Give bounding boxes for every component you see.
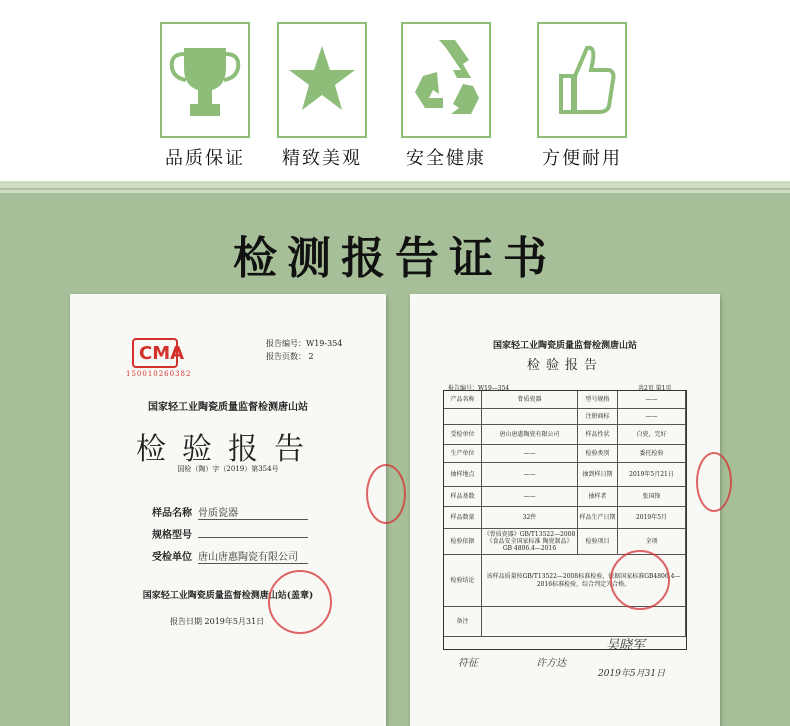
sample-name-row: 样品名称 骨质瓷器 (152, 504, 308, 520)
table-cell: 受检单位 (444, 425, 482, 444)
table-cell (444, 409, 482, 424)
table-cell: 样品数量 (444, 507, 482, 528)
official-seal (696, 452, 732, 512)
recycle-icon (401, 22, 491, 138)
table-cell: 注册商标 (578, 409, 618, 424)
table-cell: 检验项目 (578, 529, 618, 554)
table-cell: 抽样者 (578, 487, 618, 506)
table-cell: —— (482, 463, 578, 486)
table-row (444, 391, 686, 409)
table-cell: 32件 (482, 507, 578, 528)
inspection-table (443, 390, 687, 650)
report-number: 报告编号：W19-354 (266, 339, 343, 348)
table-row (444, 425, 686, 445)
report-footer: 国家轻工业陶瓷质量监督检测唐山站(盖章) (142, 591, 314, 601)
report-detail (410, 294, 720, 726)
table-cell: 产品名称 (444, 391, 482, 408)
official-seal (610, 550, 670, 610)
table-cell: 委托检验 (618, 445, 686, 462)
feature-quality (145, 22, 265, 170)
table-cell (482, 607, 686, 636)
trophy-icon (160, 22, 250, 138)
official-seal (268, 570, 332, 634)
section-title: 检测报告证书 (233, 233, 557, 284)
institute-name: 国家轻工业陶瓷质量监督检测唐山站 (148, 402, 308, 413)
table-cell: 备注 (444, 607, 482, 636)
table-cell: 检验依据 (444, 529, 482, 554)
report-heading: 检验报告 (136, 432, 320, 467)
table-cell: 2019年5月21日 (618, 463, 686, 486)
feature-durable (522, 22, 642, 170)
official-seal (366, 464, 406, 524)
feature-label: 品质保证 (165, 148, 245, 169)
thumbs-up-icon (537, 22, 627, 138)
table-cell: 型号规格 (578, 391, 618, 408)
report-cover (70, 294, 386, 726)
table-cell: 骨质瓷器 (482, 391, 578, 408)
feature-label: 安全健康 (406, 148, 486, 169)
cma-logo: CMA (132, 338, 178, 368)
client-row: 受检单位 唐山唐惠陶瓷有限公司 (152, 548, 308, 564)
table-cell: 2019年5月 (618, 507, 686, 528)
table-cell: 生产单位 (444, 445, 482, 462)
signature: 吴晓军 (606, 638, 646, 653)
star-icon (277, 22, 367, 138)
table-row (444, 607, 686, 637)
table-cell: 该样品质量按GB/T13522—2008标准检验，依据国家标准GB4806.4—2016标准检验，综合判定为合格。 (482, 555, 686, 606)
table-cell: 《骨质瓷器》GB/T13522—2008 《食品安全国家标准 陶瓷制品》GB 4806.4—2016 (482, 529, 578, 554)
page-indicator: 共2页 第1页 (638, 385, 672, 392)
table-cell: 检验类别 (578, 445, 618, 462)
divider-line (0, 188, 790, 190)
table-cell: 检验结论 (444, 555, 482, 606)
table-cell: 全项 (618, 529, 686, 554)
table-cell: 样品基数 (444, 487, 482, 506)
feature-safety (386, 22, 506, 170)
cma-number: 150010260382 (126, 370, 192, 378)
document-number: 国检（陶）字（2019）第354号 (177, 465, 279, 473)
table-row (444, 463, 686, 487)
table-cell: 张国锋 (618, 487, 686, 506)
divider-band (0, 181, 790, 193)
feature-label: 方便耐用 (542, 148, 622, 169)
report-heading: 检验报告 (526, 358, 603, 373)
table-cell: —— (618, 409, 686, 424)
table-row (444, 445, 686, 463)
table-cell: 唐山唐惠陶瓷有限公司 (482, 425, 578, 444)
table-row (444, 487, 686, 507)
table-cell: —— (482, 445, 578, 462)
signature: 符征 (458, 658, 478, 669)
report-number: 报告编号：W19—354 (448, 385, 510, 392)
report-date: 报告日期 2019年5月31日 (170, 617, 265, 626)
table-cell (482, 409, 578, 424)
feature-section (0, 0, 790, 181)
table-cell: 白瓷，完好 (618, 425, 686, 444)
table-cell: 抽到样日期 (578, 463, 618, 486)
feature-label: 精致美观 (282, 148, 362, 169)
table-cell: —— (618, 391, 686, 408)
model-row: 规格型号 (152, 526, 308, 541)
table-cell: 样品生产日期 (578, 507, 618, 528)
table-row (444, 507, 686, 529)
institute-name: 国家轻工业陶瓷质量监督检测唐山站 (492, 341, 637, 351)
signature: 许方达 (536, 658, 566, 669)
table-cell: 抽样地点 (444, 463, 482, 486)
table-row (444, 409, 686, 425)
table-cell: 样品性状 (578, 425, 618, 444)
sign-date: 2019年5月31日 (598, 669, 666, 679)
table-cell: —— (482, 487, 578, 506)
page-count: 报告页数： 2 (266, 352, 314, 361)
feature-appearance (262, 22, 382, 170)
